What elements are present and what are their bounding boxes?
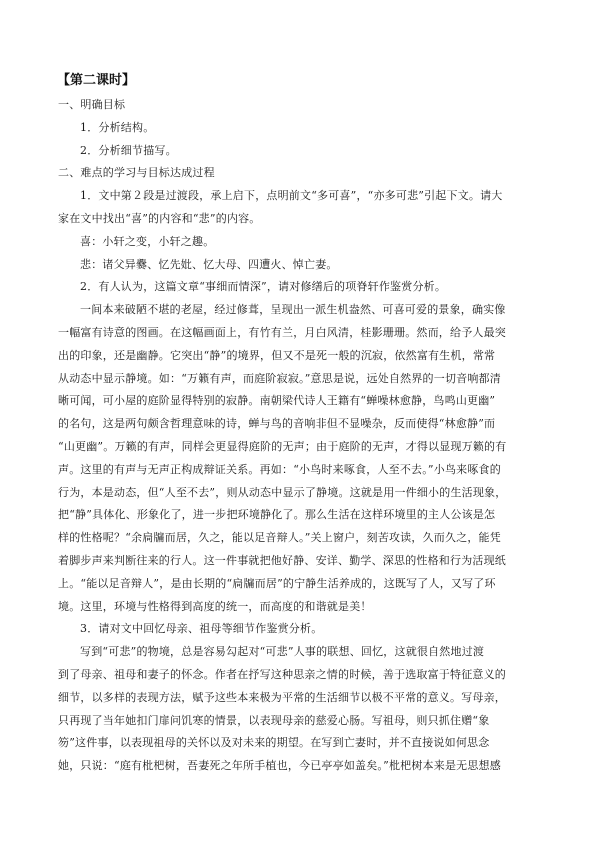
question-3: 3．请对文中回忆母亲、祖母等细节作鉴赏分析。 bbox=[80, 622, 323, 636]
paragraph-line: 行为，本是动态，但“人至不去”，则从动态中显示了静境。这就是用一件细小的生活现象， bbox=[58, 485, 507, 499]
paragraph-line: 把“静”具体化、形象化了，进一步把环境静化了。那么生活在这样环境里的主人公该是怎 bbox=[58, 508, 496, 522]
paragraph-line: 写到“可悲”的物境，总是容易勾起对“可悲”人事的联想、回忆，这就很自然地过渡 bbox=[80, 645, 485, 659]
section-heading-objectives: 一、明确目标 bbox=[58, 98, 126, 111]
paragraph-line: 上。“能以足音辩人”，是由长期的“扃牖而居”的宁静生活养成的，这既写了人，又写了环 bbox=[58, 576, 496, 590]
section-heading-process: 二、难点的学习与目标达成过程 bbox=[58, 166, 215, 180]
paragraph-line: 到了母亲、祖母和妻子的怀念。作者在抒写这种思亲之情的时候，善于选取富于特征意义的 bbox=[58, 667, 506, 681]
page-content bbox=[58, 72, 538, 778]
objective-item: 1．分析结构。 bbox=[80, 120, 155, 134]
paragraph-line: 一间本来破陋不堪的老屋，经过修葺，呈现出一派生机盎然、可喜可爱的景象，确实像 bbox=[80, 303, 506, 317]
paragraph-line: 样的性格呢？“余扃牖而居，久之，能以足音辩人。”关上窗户，刻苦攻读，久而久之，能凭 bbox=[58, 531, 501, 545]
paragraph-line: 细节，以多样的表现方法，赋予这些本来极为平常的生活细节以极不平常的意义。写母亲， bbox=[58, 690, 506, 704]
paragraph-line: 声。这里的有声与无声正构成辩证关系。再如：“小鸟时来啄食，人至不去。”小鸟来啄食的 bbox=[58, 462, 501, 476]
objective-item: 2．分析细节描写。 bbox=[80, 143, 177, 157]
question-2: 2．有人认为，这篇文章“事细而情深”，请对修缮后的项脊轩作鉴赏分析。 bbox=[80, 280, 447, 294]
paragraph-line: 着脚步声来判断往来的行人。这一件事就把他好静、安详、勤学、深思的性格和行为活现纸 bbox=[58, 553, 506, 567]
question-1-line: 家在文中找出“喜”的内容和“悲”的内容。 bbox=[58, 211, 261, 225]
analysis-paragraph-2 bbox=[58, 299, 538, 618]
sorrow-content: 悲：诸父异爨、忆先妣、忆大母、四遭火、悼亡妻。 bbox=[80, 257, 338, 271]
paragraph-line: 一幅富有诗意的图画。在这幅画面上，有竹有兰，月白风清，桂影珊珊。然而，给予人最突 bbox=[58, 325, 506, 339]
paragraph-line: 只再现了当年她扣门扉问饥寒的情景，以表现母亲的慈爱心肠。写祖母，则只抓住赠“象 bbox=[58, 713, 490, 727]
paragraph-line: 她，只说：“庭有枇杷树，吾妻死之年所手植也，今已亭亭如盖矣。”枇杷树本来是无思想感 bbox=[58, 759, 501, 773]
lesson-title: 【第二课时】 bbox=[57, 73, 136, 88]
paragraph-line: 从动态中显示静境。如：“万籁有声，而庭阶寂寂。”意思是说，远处自然界的一切音响都清 bbox=[58, 371, 501, 385]
paragraph-line: 笏”这件事，以表现祖母的关怀以及对未来的期望。在写到亡妻时，并不直接说如何思念 bbox=[58, 736, 490, 750]
paragraph-line: “山更幽”。万籁的有声，同样会更显得庭阶的无声；由于庭阶的无声，才得以显现万籁的有 bbox=[58, 439, 507, 453]
joy-content: 喜：小轩之变，小轩之趣。 bbox=[80, 234, 215, 248]
paragraph-line: 晰可闻，可小屋的庭阶显得特别的寂静。南朝梁代诗人王籍有“蝉噪林愈静，鸟鸣山更幽” bbox=[58, 394, 496, 408]
paragraph-line: 境。这里，环境与性格得到高度的统一，而高度的和谐就是美！ bbox=[58, 599, 372, 613]
paragraph-line: 出的印象，还是幽静。它突出“静”的境界，但又不是死一般的沉寂，依然富有生机，常常 bbox=[58, 348, 496, 362]
question-1-line: 1．文中第２段是过渡段，承上启下，点明前文“多可喜”，“亦多可悲”引起下文。请大 bbox=[80, 189, 503, 203]
analysis-paragraph-3 bbox=[58, 641, 538, 778]
paragraph-line: 的名句，这是两句颇含哲理意味的诗，蝉与鸟的音响非但不显噪杂，反而使得“林愈静”而 bbox=[58, 417, 496, 431]
